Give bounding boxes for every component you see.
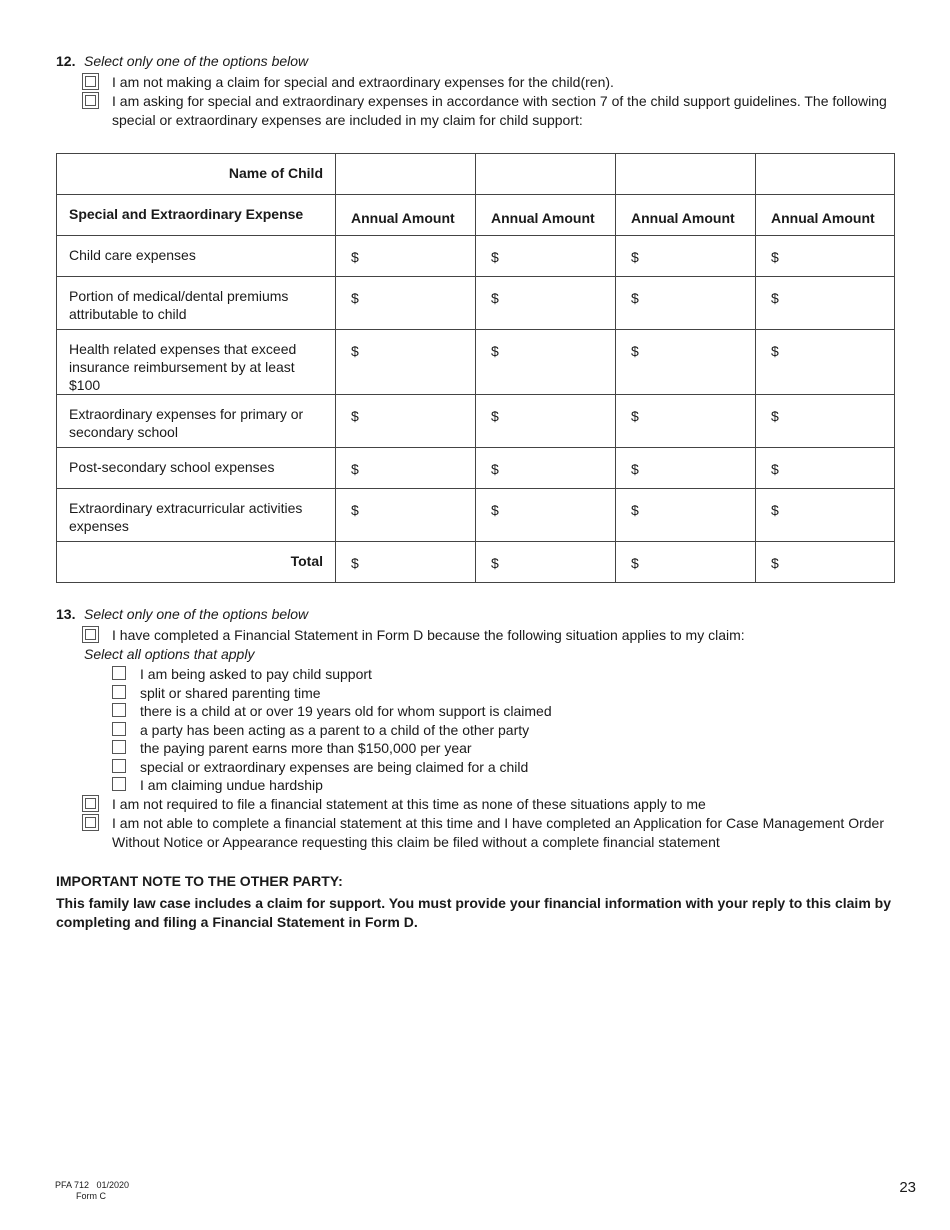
situation-label: split or shared parenting time <box>140 684 321 701</box>
situation-label: the paying parent earns more than $150,000 per year <box>140 740 472 756</box>
expense-label: Extraordinary extracurricular activities expenses <box>57 489 336 542</box>
amount-cell[interactable]: $ <box>336 330 476 395</box>
child-name-cell[interactable] <box>476 154 616 195</box>
checkbox[interactable] <box>112 703 126 717</box>
annual-amount-header: Annual Amount <box>756 195 895 236</box>
expense-label: Health related expenses that exceed insurance reimbursement by at least $100 <box>57 330 336 395</box>
checkbox[interactable] <box>112 722 126 736</box>
question-number: 13. <box>56 606 76 622</box>
table-row <box>57 395 895 448</box>
table-row <box>57 489 895 542</box>
table-row <box>57 330 895 395</box>
checkbox[interactable] <box>112 666 126 680</box>
question-instruction: Select only one of the options below <box>84 606 309 622</box>
amount-cell[interactable]: $ <box>616 489 756 542</box>
special-expenses-table <box>56 153 895 583</box>
amount-cell[interactable]: $ <box>616 395 756 448</box>
annual-amount-header: Annual Amount <box>476 195 616 236</box>
checkbox[interactable] <box>82 626 99 643</box>
child-name-row <box>57 154 895 195</box>
question-13-header <box>56 606 308 622</box>
checkbox[interactable] <box>112 759 126 773</box>
child-name-cell[interactable] <box>336 154 476 195</box>
annual-amount-header: Annual Amount <box>616 195 756 236</box>
checkbox[interactable] <box>112 685 126 699</box>
situation-label: special or extraordinary expenses are being claimed for a child <box>140 758 529 775</box>
checkbox[interactable] <box>112 740 126 754</box>
amount-cell[interactable]: $ <box>616 448 756 489</box>
question-12-header <box>56 53 308 69</box>
child-name-cell[interactable] <box>616 154 756 195</box>
amount-cell[interactable]: $ <box>756 330 895 395</box>
child-name-cell[interactable] <box>756 154 895 195</box>
amount-cell[interactable]: $ <box>616 236 756 277</box>
form-code: PFA 712 01/2020 <box>55 1180 130 1190</box>
header-row <box>57 195 895 236</box>
expense-column-header: Special and Extraordinary Expense <box>57 195 336 236</box>
checkbox[interactable] <box>82 795 99 812</box>
important-note-body: This family law case includes a claim for support. You must provide your financial information with your reply to this claim by completing and filing a Financial Statement in Form D. <box>56 895 891 930</box>
expense-label: Portion of medical/dental premiums attributable to child <box>57 277 336 330</box>
option-label: I am not making a claim for special and extraordinary expenses for the child(ren). <box>112 74 614 90</box>
amount-cell[interactable]: $ <box>336 489 476 542</box>
question-number: 12. <box>56 53 76 69</box>
form-name: Form C <box>76 1191 106 1201</box>
form-footer <box>55 1180 129 1202</box>
name-of-child-label: Name of Child <box>57 154 336 195</box>
amount-cell[interactable]: $ <box>616 277 756 330</box>
amount-cell[interactable]: $ <box>476 330 616 395</box>
option-label: I am not required to file a financial statement at this time as none of these situations apply to me <box>112 796 706 812</box>
page-number: 23 <box>899 1179 916 1196</box>
option-label: I am not able to complete a financial statement at this time and I have completed an Application for Case Management Order Without Notice or Appearance requesting this claim be filed without a complete financial statement <box>112 815 884 850</box>
total-row <box>57 542 895 583</box>
situation-label: I am being asked to pay child support <box>140 666 372 682</box>
total-amount-cell[interactable]: $ <box>756 542 895 583</box>
important-note-title: IMPORTANT NOTE TO THE OTHER PARTY: <box>56 873 343 889</box>
total-amount-cell[interactable]: $ <box>476 542 616 583</box>
checkbox[interactable] <box>112 777 126 791</box>
option-label: I am asking for special and extraordinary expenses in accordance with section 7 of the child support guidelines. The following special or extraordinary expenses are included in my claim for child support: <box>112 93 887 128</box>
amount-cell[interactable]: $ <box>756 236 895 277</box>
amount-cell[interactable]: $ <box>476 448 616 489</box>
amount-cell[interactable]: $ <box>336 236 476 277</box>
expense-label: Post-secondary school expenses <box>57 448 336 489</box>
table-row <box>57 277 895 330</box>
amount-cell[interactable]: $ <box>336 448 476 489</box>
table-row <box>57 236 895 277</box>
amount-cell[interactable]: $ <box>756 489 895 542</box>
total-amount-cell[interactable]: $ <box>336 542 476 583</box>
situation-label: I am claiming undue hardship <box>140 777 323 793</box>
amount-cell[interactable]: $ <box>756 395 895 448</box>
amount-cell[interactable]: $ <box>336 277 476 330</box>
amount-cell[interactable]: $ <box>756 448 895 489</box>
expense-label: Child care expenses <box>57 236 336 277</box>
expense-label: Extraordinary expenses for primary or secondary school <box>57 395 336 448</box>
situation-label: there is a child at or over 19 years old for whom support is claimed <box>140 703 552 719</box>
table-row <box>57 448 895 489</box>
checkbox[interactable] <box>82 814 99 831</box>
option-label: I have completed a Financial Statement in Form D because the following situation applies to my claim: <box>112 627 745 643</box>
annual-amount-header: Annual Amount <box>336 195 476 236</box>
amount-cell[interactable]: $ <box>476 236 616 277</box>
situation-label: a party has been acting as a parent to a child of the other party <box>140 721 530 738</box>
amount-cell[interactable]: $ <box>476 395 616 448</box>
amount-cell[interactable]: $ <box>756 277 895 330</box>
amount-cell[interactable]: $ <box>336 395 476 448</box>
select-all-instruction: Select all options that apply <box>84 646 255 662</box>
amount-cell[interactable]: $ <box>616 330 756 395</box>
question-instruction: Select only one of the options below <box>84 53 309 69</box>
amount-cell[interactable]: $ <box>476 277 616 330</box>
amount-cell[interactable]: $ <box>476 489 616 542</box>
total-label: Total <box>57 542 336 583</box>
total-amount-cell[interactable]: $ <box>616 542 756 583</box>
checkbox[interactable] <box>82 73 99 90</box>
checkbox[interactable] <box>82 92 99 109</box>
